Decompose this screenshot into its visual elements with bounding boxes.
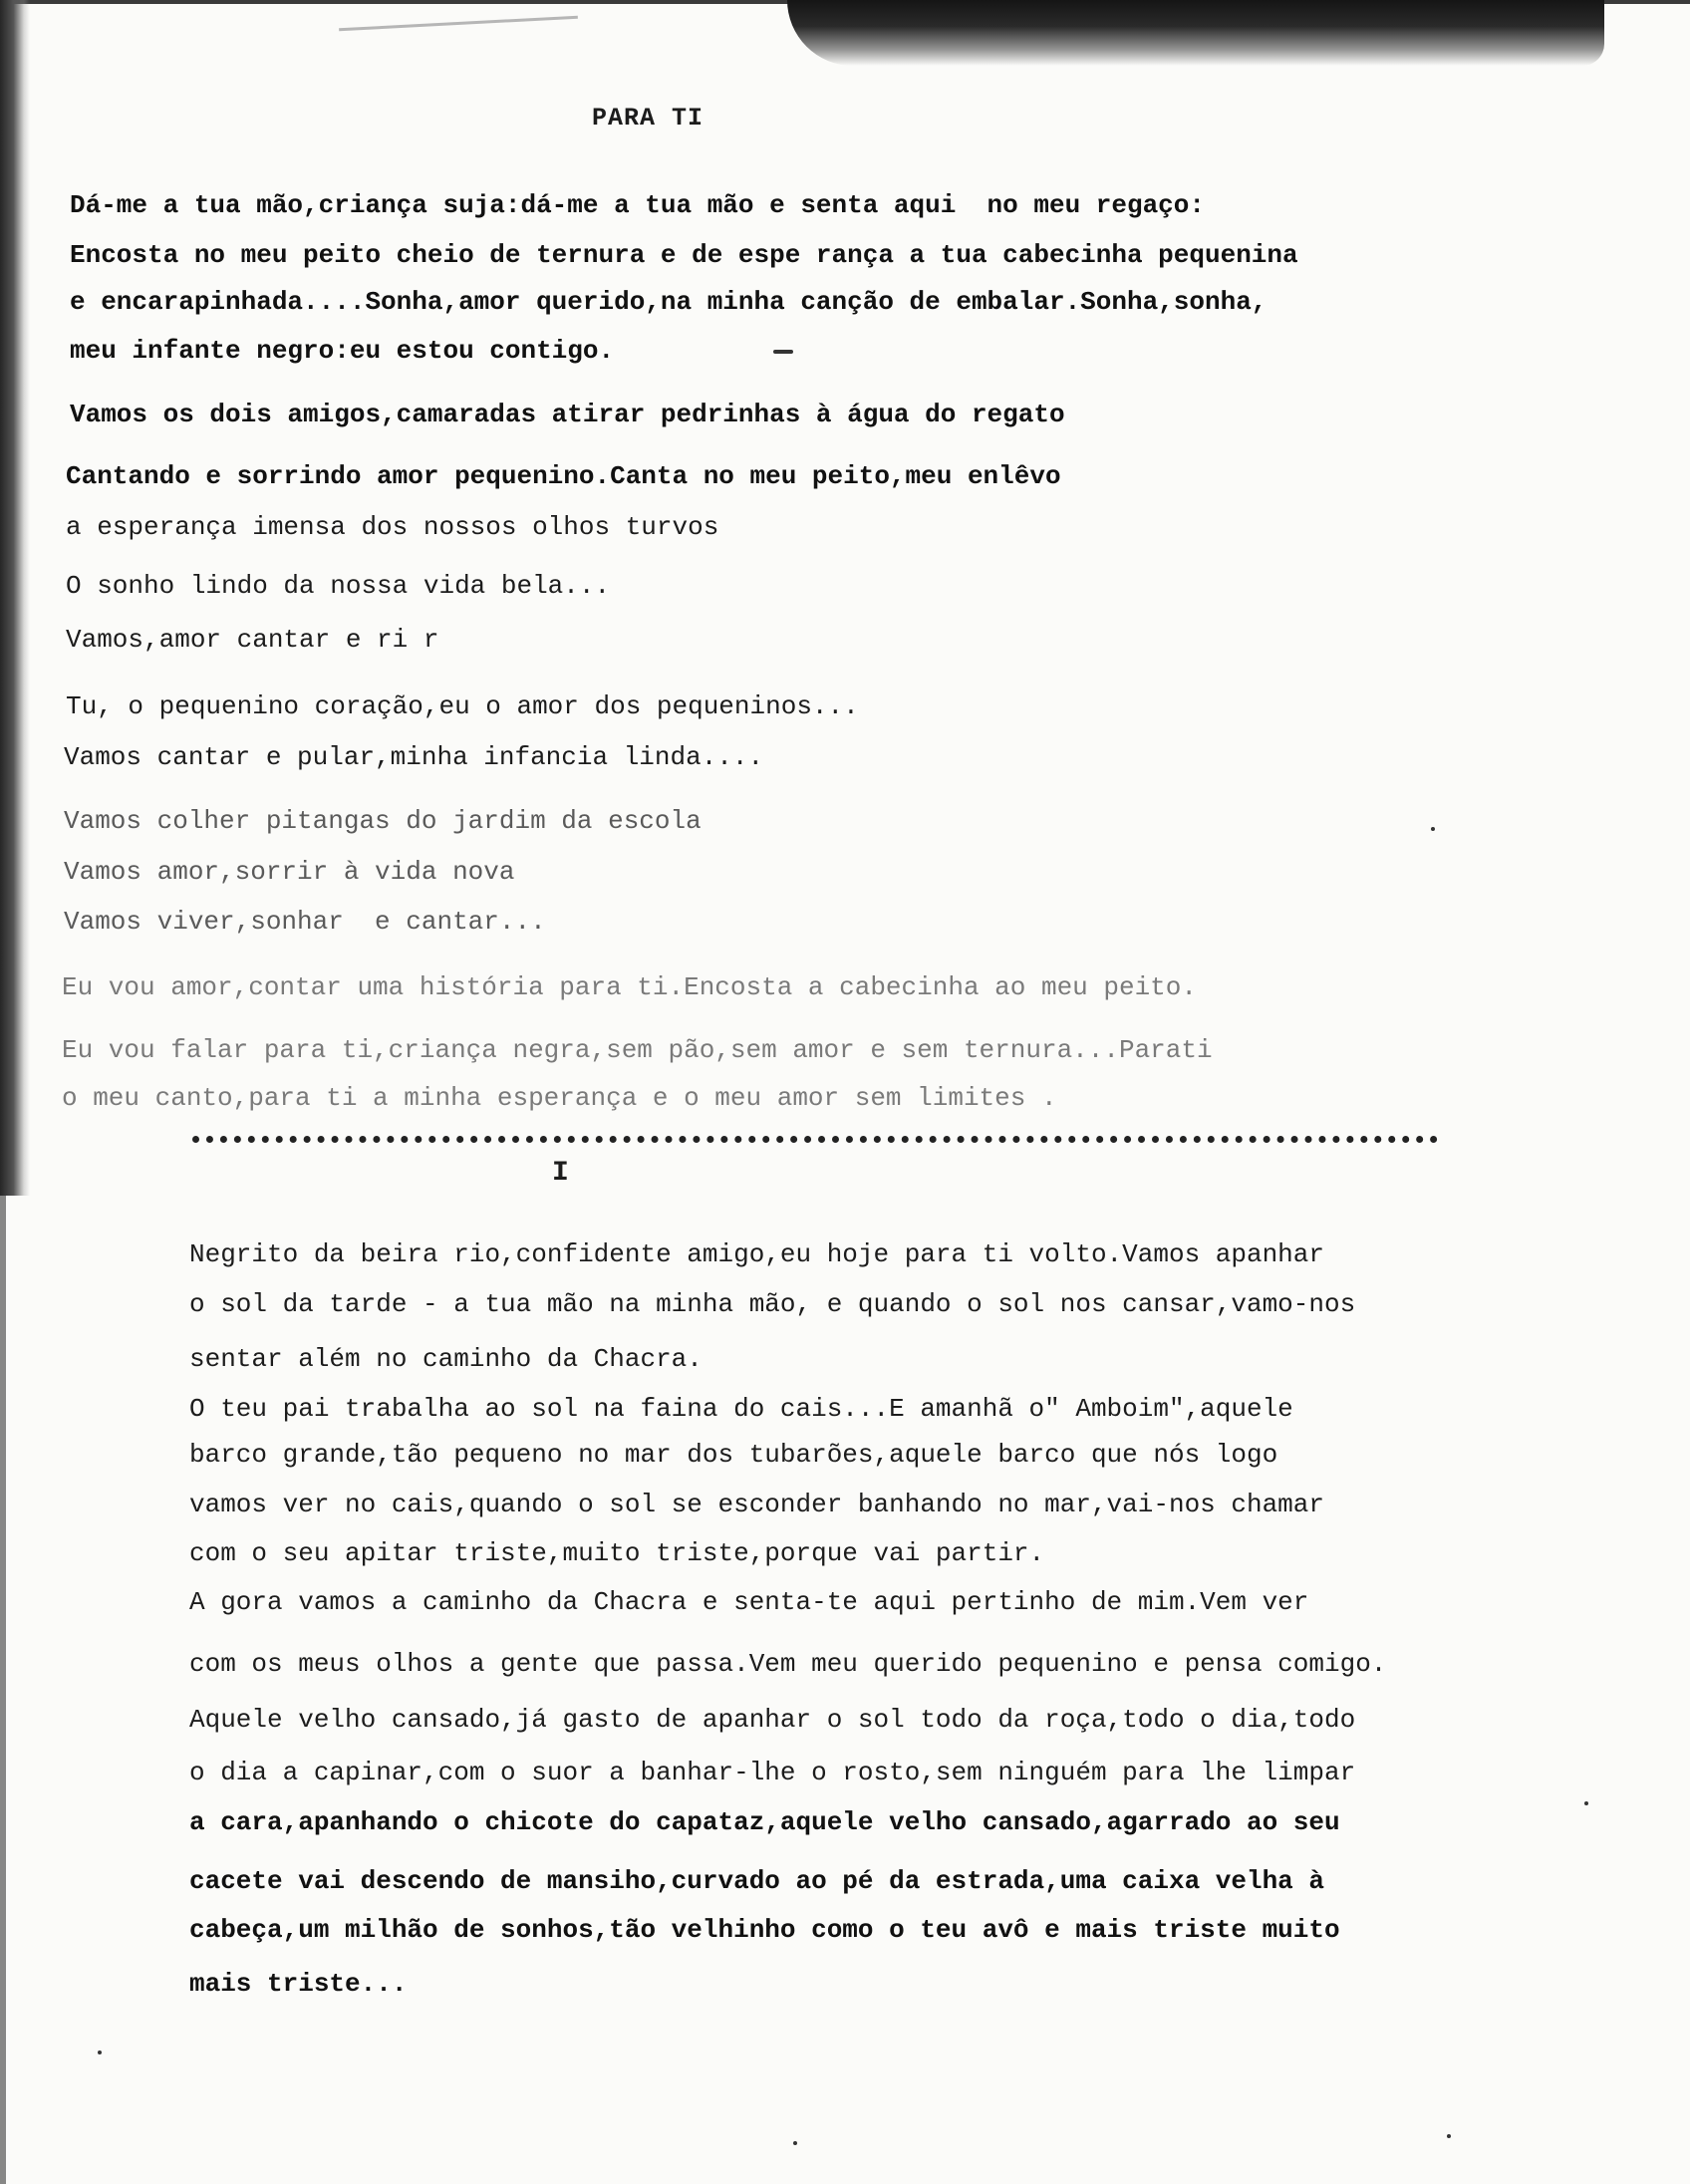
ink-speck [773,350,793,354]
paragraph-line: meu infante negro:eu estou contigo. [70,336,615,366]
paragraph-line: vamos ver no cais,quando o sol se esconder banhando no mar,vai-nos chamar [189,1490,1324,1519]
paragraph-line: com os meus olhos a gente que passa.Vem meu querido pequenino e pensa comigo. [189,1649,1387,1679]
paragraph-line: Negrito da beira rio,confidente amigo,eu hoje para ti volto.Vamos apanhar [189,1239,1324,1269]
paragraph-line: e encarapinhada....Sonha,amor querido,na minha canção de embalar.Sonha,sonha, [70,287,1268,317]
paragraph-line: Eu vou falar para ti,criança negra,sem pão,sem amor e sem ternura...Parati [62,1035,1213,1065]
paragraph-line: Encosta no meu peito cheio de ternura e de espe rança a tua cabecinha pequenina [70,240,1298,270]
paragraph-line: Vamos cantar e pular,minha infancia linda.... [64,742,764,772]
section-number: I [552,1158,569,1189]
ink-speck [1447,2134,1451,2138]
paragraph-line: o sol da tarde - a tua mão na minha mão, e quando o sol nos cansar,vamo-nos [189,1289,1356,1319]
ink-speck [98,2050,102,2054]
paragraph-line: a cara,apanhando o chicote do capataz,aquele velho cansado,agarrado ao seu [189,1807,1340,1837]
ink-smudge [787,0,1604,66]
paragraph-line: Aquele velho cansado,já gasto de apanhar o sol todo da roça,todo o dia,todo [189,1705,1356,1735]
paragraph-line: Vamos,amor cantar e ri r [66,625,439,655]
paragraph-line: Vamos viver,sonhar e cantar... [64,907,546,937]
pencil-stroke [339,16,578,32]
paragraph-line: Eu vou amor,contar uma história para ti.Encosta a cabecinha ao meu peito. [62,972,1197,1002]
paragraph-line: mais triste... [189,1969,408,1999]
paragraph-line: o dia a capinar,com o suor a banhar-lhe o rosto,sem ninguém para lhe limpar [189,1758,1356,1787]
paragraph-line: Vamos colher pitangas do jardim da escola [64,806,702,836]
paragraph-line: Vamos amor,sorrir à vida nova [64,857,515,887]
ink-speck [793,2141,797,2145]
paragraph-line: sentar além no caminho da Chacra. [189,1344,703,1374]
dotted-separator [192,1136,1438,1151]
paragraph-line: o meu canto,para ti a minha esperança e o meu amor sem limites . [62,1083,1057,1113]
ink-speck [1431,827,1435,831]
paragraph-line: a esperança imensa dos nossos olhos turvos [66,512,719,542]
paragraph-line: cacete vai descendo de mansiho,curvado ao pé da estrada,uma caixa velha à [189,1866,1324,1896]
paragraph-line: Tu, o pequenino coração,eu o amor dos pequeninos... [66,691,859,721]
page-title: PARA TI [592,104,704,133]
ink-speck [1584,1801,1588,1805]
paragraph-line: barco grande,tão pequeno no mar dos tubarões,aquele barco que nós logo [189,1440,1278,1470]
paragraph-line: O sonho lindo da nossa vida bela... [66,571,611,601]
binding-shadow [0,0,30,1196]
paragraph-line: Vamos os dois amigos,camaradas atirar pedrinhas à água do regato [70,400,1065,429]
paragraph-line: Cantando e sorrindo amor pequenino.Canta no meu peito,meu enlêvo [66,461,1061,491]
paragraph-line: cabeça,um milhão de sonhos,tão velhinho como o teu avô e mais triste muito [189,1915,1340,1945]
binding-edge [0,1196,6,2184]
paragraph-line: com o seu apitar triste,muito triste,porque vai partir. [189,1538,1045,1568]
paragraph-line: O teu pai trabalha ao sol na faina do cais...E amanhã o" Amboim",aquele [189,1394,1293,1424]
paragraph-line: A gora vamos a caminho da Chacra e senta-te aqui pertinho de mim.Vem ver [189,1587,1309,1617]
paragraph-line: Dá-me a tua mão,criança suja:dá-me a tua mão e senta aqui no meu regaço: [70,190,1205,220]
